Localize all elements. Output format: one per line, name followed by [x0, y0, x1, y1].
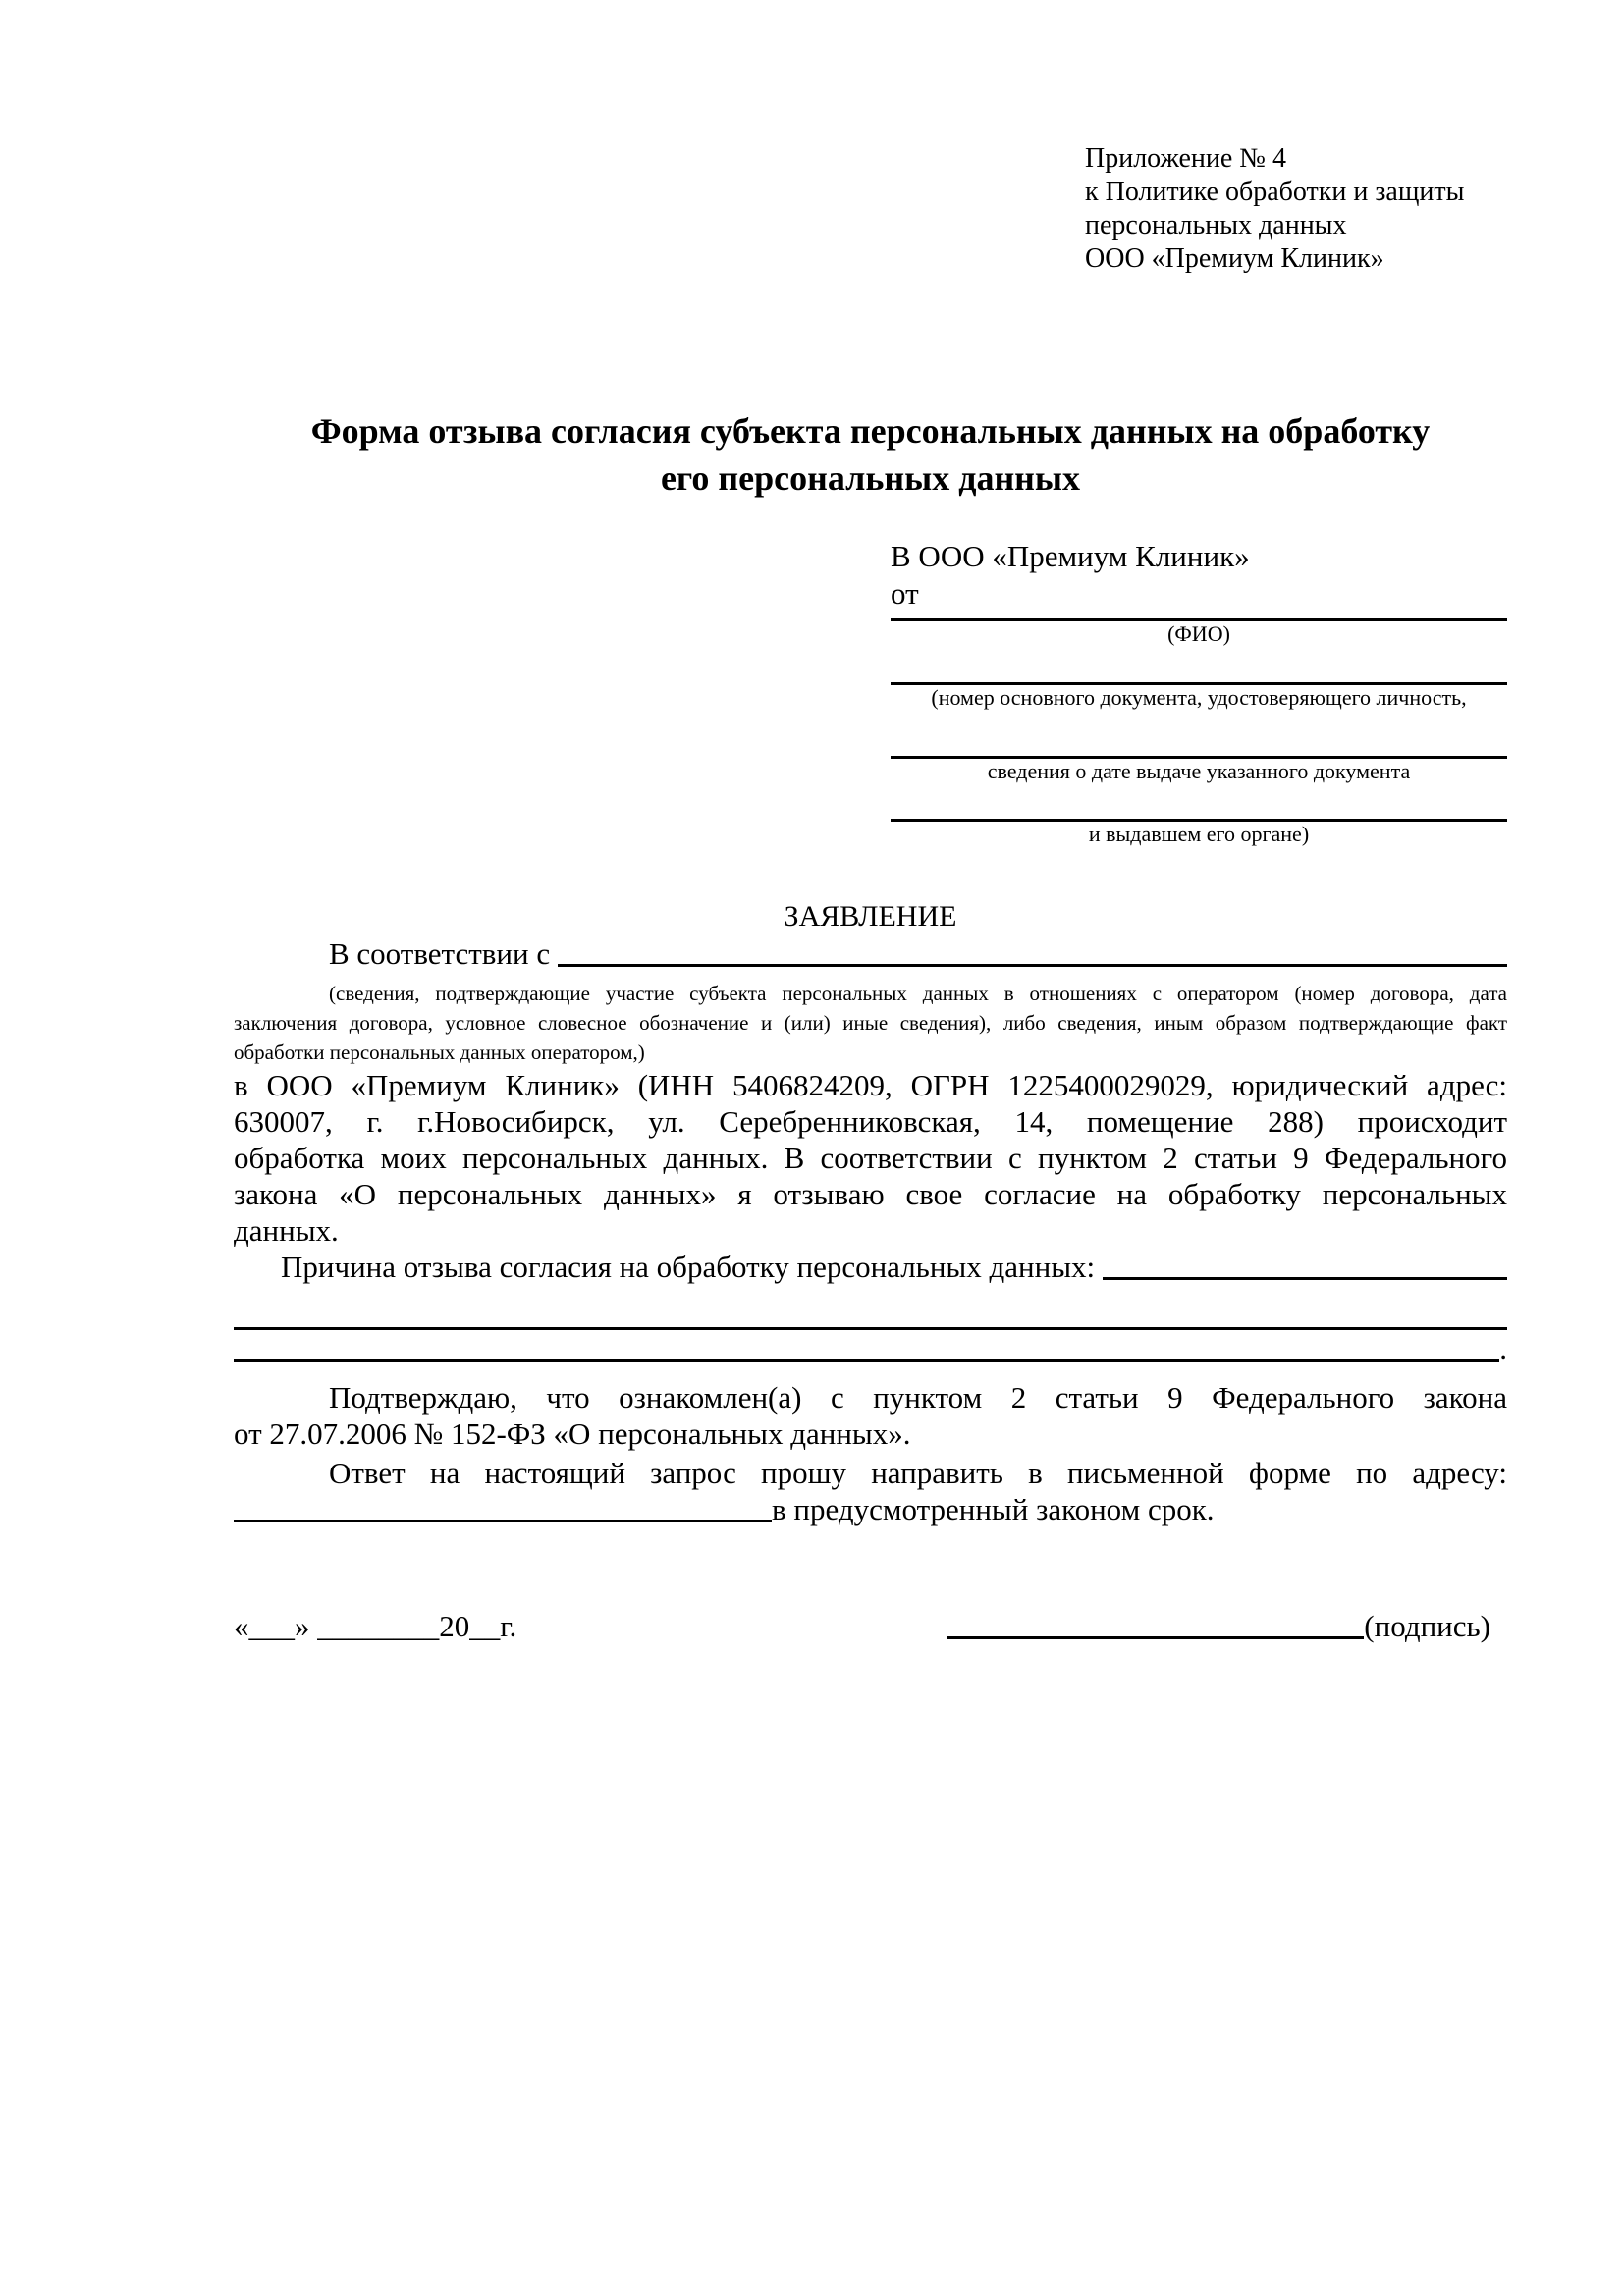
date-blank: «___» ________20__г.: [234, 1609, 517, 1643]
statement-heading: ЗАЯВЛЕНИЕ: [784, 900, 957, 933]
fio-caption: (ФИО): [1167, 621, 1230, 646]
appendix-line-3: персональных данных: [1085, 210, 1347, 240]
appendix-line-2: к Политике обработки и защиты: [1085, 177, 1465, 207]
issue-date-caption: сведения о дате выдаче указанного документа: [987, 759, 1411, 783]
fineprint-line-1: (сведения, подтверждающие участие субъекта персональных данных в отношениях с оператором (номер договора, дата: [329, 982, 1507, 1005]
address-blank-line: [234, 1520, 772, 1522]
footer-row: [234, 1607, 1507, 1646]
signature-caption: (подпись): [1364, 1609, 1490, 1643]
document-title-line-1: Форма отзыва согласия субъекта персональных данных на обработку: [310, 411, 1431, 451]
blank-terminator: .: [1499, 1331, 1507, 1365]
response-request-line: Ответ на настоящий запрос прошу направить в письменной форме по адресу:: [329, 1456, 1507, 1490]
appendix-header: [1085, 142, 1507, 276]
intro-blank-line: [558, 964, 1507, 967]
response-address-row: [234, 1491, 1507, 1528]
field-fio: [891, 618, 1507, 647]
body-line-4: закона «О персональных данных» я отзываю свое согласие на обработку персональных: [234, 1177, 1507, 1211]
reason-row: [234, 1249, 1507, 1286]
issuing-authority-caption: и выдавшем его органе): [1088, 822, 1310, 846]
body-line-2: 630007, г. г.Новосибирск, ул. Серебренниковская, 14, помещение 288) происходит: [234, 1104, 1507, 1139]
body-line-3: обработка моих персональных данных. В соответствии с пунктом 2 статьи 9 Федерального: [234, 1141, 1507, 1175]
fineprint-line-2: заключения договора, условное словесное обозначение и (или) иные сведения), либо сведения, иным образом подтверждающие факт: [234, 1011, 1507, 1035]
appendix-line-1: Приложение № 4: [1085, 143, 1286, 174]
signature-blank-line: [947, 1636, 1364, 1639]
confirm-paragraph: [234, 1379, 1507, 1452]
document-number-caption: (номер основного документа, удостоверяющего личность,: [931, 685, 1467, 710]
confirm-line-2: от 27.07.2006 № 152-ФЗ «О персональных данных».: [234, 1416, 911, 1451]
intro-indent: [234, 935, 329, 973]
fineprint-line-3: обработки персональных данных оператором,): [234, 1041, 645, 1064]
fineprint-block: [234, 979, 1507, 1067]
addressee-block: [891, 538, 1507, 847]
confirm-line-1: Подтверждаю, что ознакомлен(а) с пунктом 2 статьи 9 Федерального закона: [329, 1380, 1507, 1415]
intro-row: [234, 935, 1507, 973]
signature-area: [947, 1607, 1490, 1646]
intro-prefix: В соответствии с: [329, 936, 551, 971]
reason-indent: [234, 1249, 281, 1286]
field-issue-date: [891, 756, 1507, 784]
field-issuing-authority: [891, 819, 1507, 847]
reason-blank-line: [1103, 1277, 1507, 1280]
reason-blank-line-2: [234, 1286, 1507, 1330]
document-title: [234, 407, 1507, 502]
reason-blank-line-3-row: [234, 1330, 1507, 1367]
body-paragraph: [234, 1067, 1507, 1249]
appendix-line-4: ООО «Премиум Клиник»: [1085, 243, 1384, 274]
document-title-line-2: его персональных данных: [660, 458, 1081, 498]
body-line-5: данных.: [234, 1213, 339, 1248]
addressee-from-label: от: [891, 576, 919, 611]
reason-blank-line-3: [234, 1359, 1499, 1362]
addressee-to: В ООО «Премиум Клиник»: [891, 539, 1250, 573]
response-suffix: в предусмотренный законом срок.: [772, 1492, 1215, 1526]
reason-prefix: Причина отзыва согласия на обработку персональных данных:: [281, 1250, 1096, 1284]
body-line-1: в ООО «Премиум Клиник» (ИНН 5406824209, ОГРН 1225400029029, юридический адрес:: [234, 1068, 1507, 1102]
field-document-number: [891, 682, 1507, 711]
